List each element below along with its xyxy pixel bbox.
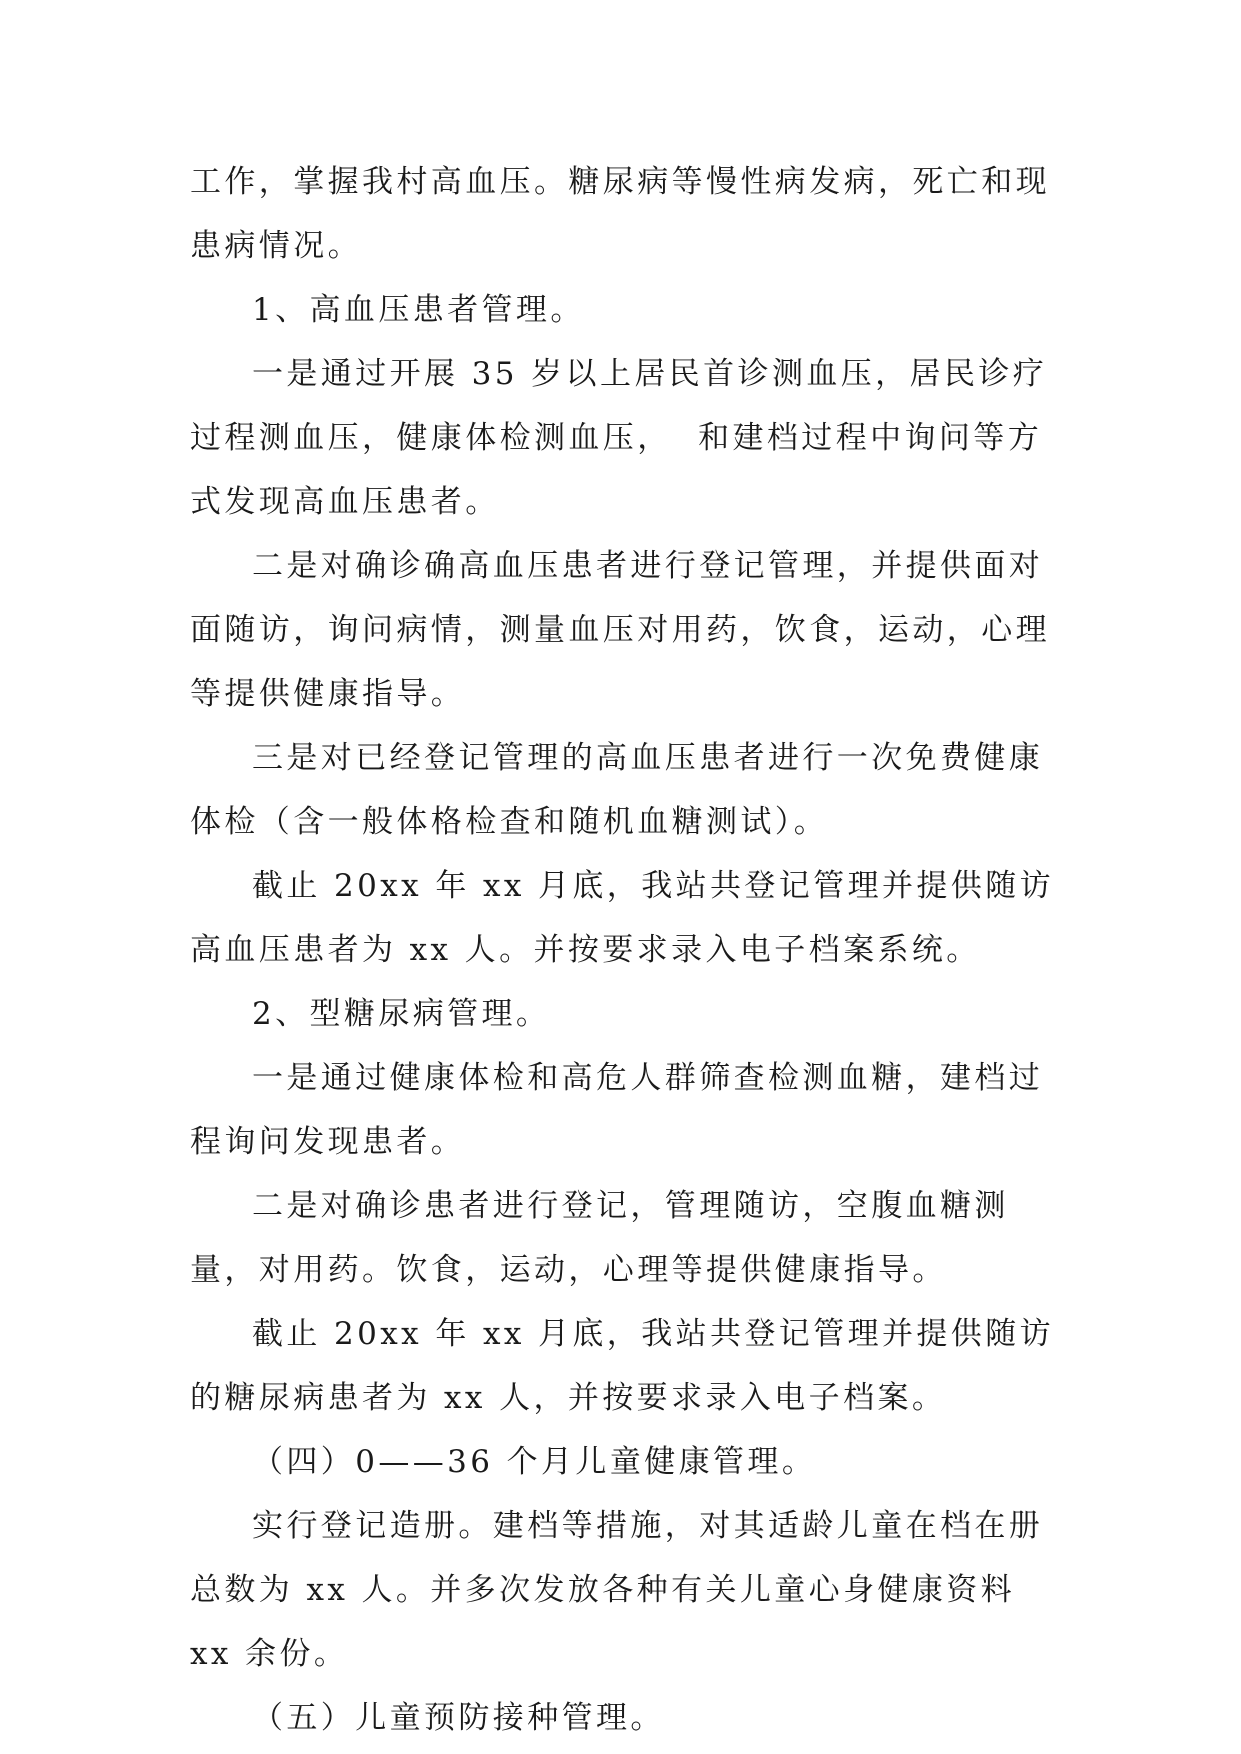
- paragraph-diabetes-followup: 二是对确诊患者进行登记，管理随访，空腹血糖测量，对用药。饮食，运动，心理等提供健康指导。: [190, 1188, 1009, 1288]
- document-body: [190, 150, 1060, 1750]
- paragraph-child-health: 实行登记造册。建档等措施，对其适龄儿童在档在册总数为 xx 人。并多次发放各种有关儿童心身健康资料 xx 余份。: [190, 1508, 1044, 1672]
- paragraph-diabetes-summary: 截止 20xx 年 xx 月底，我站共登记管理并提供随访的糖尿病患者为 xx 人，并按要求录入电子档案。: [190, 1316, 1054, 1416]
- paragraph-intro: 工作，掌握我村高血压。糖尿病等慢性病发病，死亡和现患病情况。: [190, 164, 1050, 264]
- paragraph-hypertension-followup: 二是对确诊确高血压患者进行登记管理，并提供面对面随访，询问病情，测量血压对用药，饮食，运动，心理等提供健康指导。: [190, 548, 1050, 712]
- paragraph-diabetes-detection: 一是通过健康体检和高危人群筛查检测血糖，建档过程询问发现患者。: [190, 1060, 1044, 1160]
- paragraph-hypertension-summary: 截止 20xx 年 xx 月底，我站共登记管理并提供随访高血压患者为 xx 人。并按要求录入电子档案系统。: [190, 868, 1054, 968]
- heading-child-health-management: （四）0——36 个月儿童健康管理。: [252, 1444, 817, 1480]
- paragraph-hypertension-detection: 一是通过开展 35 岁以上居民首诊测血压，居民诊疗过程测血压，健康体检测血压， 和建档过程中询问等方式发现高血压患者。: [190, 356, 1048, 520]
- heading-child-vaccination: （五）儿童预防接种管理。: [252, 1700, 665, 1736]
- heading-diabetes-management: 2、型糖尿病管理。: [252, 996, 551, 1032]
- paragraph-hypertension-checkup: 三是对已经登记管理的高血压患者进行一次免费健康体检（含一般体格检查和随机血糖测试）。: [190, 740, 1044, 840]
- heading-hypertension-management: 1、高血压患者管理。: [252, 292, 585, 328]
